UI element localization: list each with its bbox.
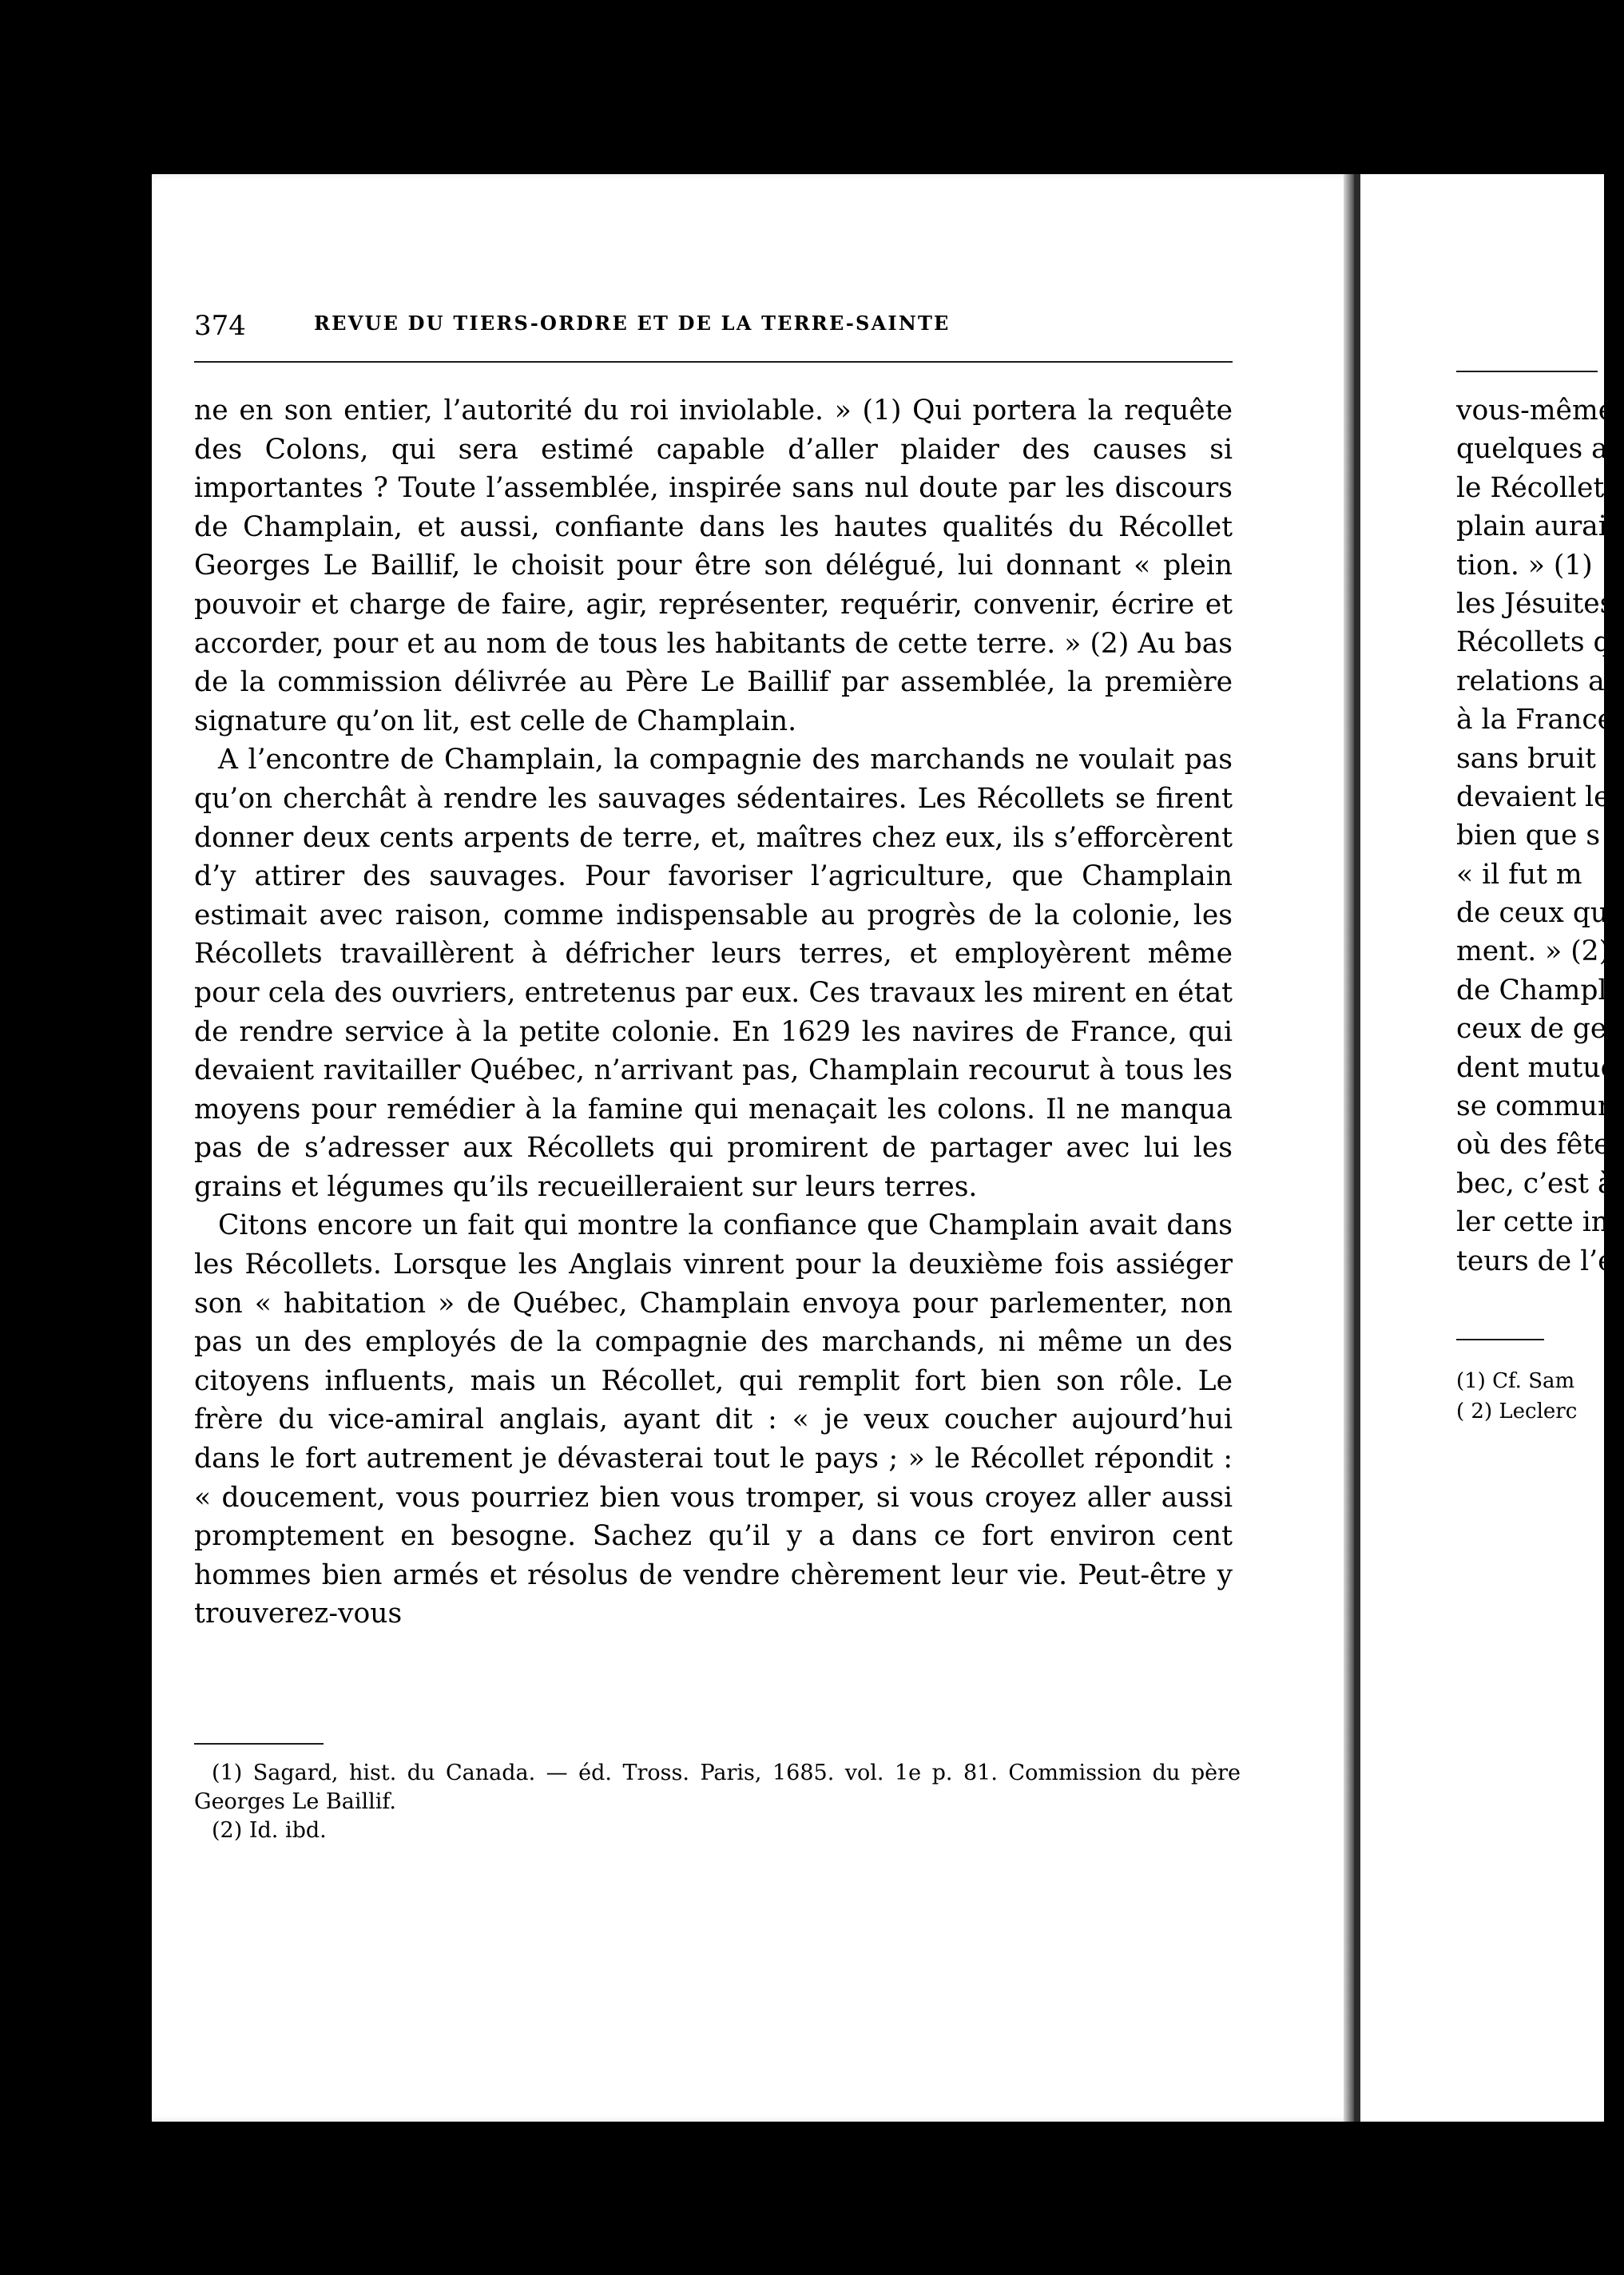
text-line: bien que s — [1456, 820, 1601, 852]
text-line: les Jésuites — [1456, 587, 1614, 620]
body-text — [194, 391, 1233, 1634]
text-line: Récollets q — [1456, 626, 1611, 659]
running-head — [194, 305, 1234, 345]
text-line: sans bruit à — [1456, 742, 1622, 775]
footnote-rule — [194, 1743, 324, 1745]
right-page-footnote-rule — [1456, 1339, 1544, 1340]
text-line: « il fut m — [1456, 858, 1582, 891]
text-line: ceux de ger — [1456, 1013, 1620, 1046]
text-line: bec, c’est à- — [1456, 1167, 1624, 1200]
text-line: teurs de l’é — [1456, 1245, 1614, 1277]
text-line: où des fêtes — [1456, 1129, 1624, 1161]
text-line: plain aurait — [1456, 510, 1618, 543]
paragraph: Citons encore un fait qui montre la confiance que Champlain avait dans les Récollets. Lorsque les Anglais vinrent pour la deuxième fois assiéger son « habitation » de Québec, Champlain envoya pour parlementer, non pas un des employés de la compagnie des marchands, ni même un des citoyens influents, mais un Récollet, qui remplit fort bien son rôle. Le frère du vice-amiral anglais, ayant dit : « je veux coucher aujourd’hui dans le fort autrement je dévasterai tout le pays ; » le Récollet répondit : « doucement, vous pourriez bien vous tromper, si vous croyez aller aussi promptement en besogne. Sachez qu’il y a dans ce fort environ cent hommes bien armés et résolus de vendre chèrement leur vie. Peut-être y trouverez-vous — [194, 1209, 1233, 1630]
text-line: tion. » (1) — [1456, 549, 1593, 582]
text-line: ment. » (2) — [1456, 935, 1610, 968]
footnote: (2) Id. ibd. — [212, 1818, 327, 1843]
paragraph: ne en son entier, l’autorité du roi inviolable. » (1) Qui portera la requête des Colons, qui sera estimé capable d’aller plaider des causes si importantes ? Toute l’assemblée, inspirée sans nul doute par les discours de Champlain, et aussi, confiante dans les hautes qualités du Récollet Georges Le Baillif, le choisit pour être son délégué, lui donnant « plein pouvoir et charge de faire, agir, représenter, requérir, convenir, écrire et accorder, pour et au nom de tous les habitants de cette terre. » (2) Au bas de la commission délivrée au Père Le Baillif par assemblée, la première signature qu’on lit, est celle de Champlain. — [194, 395, 1233, 737]
text-line: relations av — [1456, 665, 1621, 697]
footnote: (1) Cf. Sam — [1456, 1369, 1575, 1393]
text-line: quelques a — [1456, 433, 1608, 466]
footnote: (1) Sagard, hist. du Canada. — éd. Tross. Paris, 1685. vol. 1e p. 81. Commission du père Georges Le Baillif. — [194, 1761, 1241, 1814]
footnote: ( 2) Leclerc — [1456, 1400, 1578, 1423]
text-line: se communi — [1456, 1090, 1624, 1123]
running-head-title: REVUE DU TIERS-ORDRE ET DE LA TERRE-SAINTE — [314, 312, 951, 335]
footnotes — [194, 1759, 1241, 1845]
right-page-footnotes — [1456, 1366, 1598, 1427]
text-line: le Récollet — [1456, 471, 1605, 504]
text-line: de Champl — [1456, 974, 1607, 1006]
right-page-header-rule — [1456, 371, 1598, 372]
header-rule — [194, 361, 1233, 363]
text-line: de ceux qu — [1456, 897, 1609, 930]
text-line: vous-même — [1456, 395, 1615, 427]
text-line: ler cette in — [1456, 1206, 1610, 1239]
page-number: 374 — [194, 310, 246, 342]
paragraph: A l’encontre de Champlain, la compagnie des marchands ne voulait pas qu’on cherchât à rendre les sauvages sédentaires. Les Récollets se firent donner deux cents arpents de terre, et, maîtres chez eux, ils s’efforcèrent d’y attirer des sauvages. Pour favoriser l’agriculture, que Champlain estimait avec raison, comme indispensable au progrès de la colonie, les Récollets travaillèrent à défricher leurs terres, et employèrent même pour cela des ouvriers, entretenus par eux. Ces travaux les mirent en état de rendre service à la petite colonie. En 1629 les navires de France, qui devaient ravitailler Québec, n’arrivant pas, Champlain recourut à tous les moyens pour remédier à la famine qui menaçait les colons. Il ne manqua pas de s’adresser aux Récollets qui promirent de partager avec lui les grains et légumes qu’ils recueilleraient sur leurs terres. — [194, 744, 1233, 1203]
text-line: dent mutue — [1456, 1051, 1617, 1084]
text-line: à la France — [1456, 704, 1614, 736]
text-line: devaient les — [1456, 780, 1624, 813]
right-page-text — [1456, 391, 1624, 1280]
